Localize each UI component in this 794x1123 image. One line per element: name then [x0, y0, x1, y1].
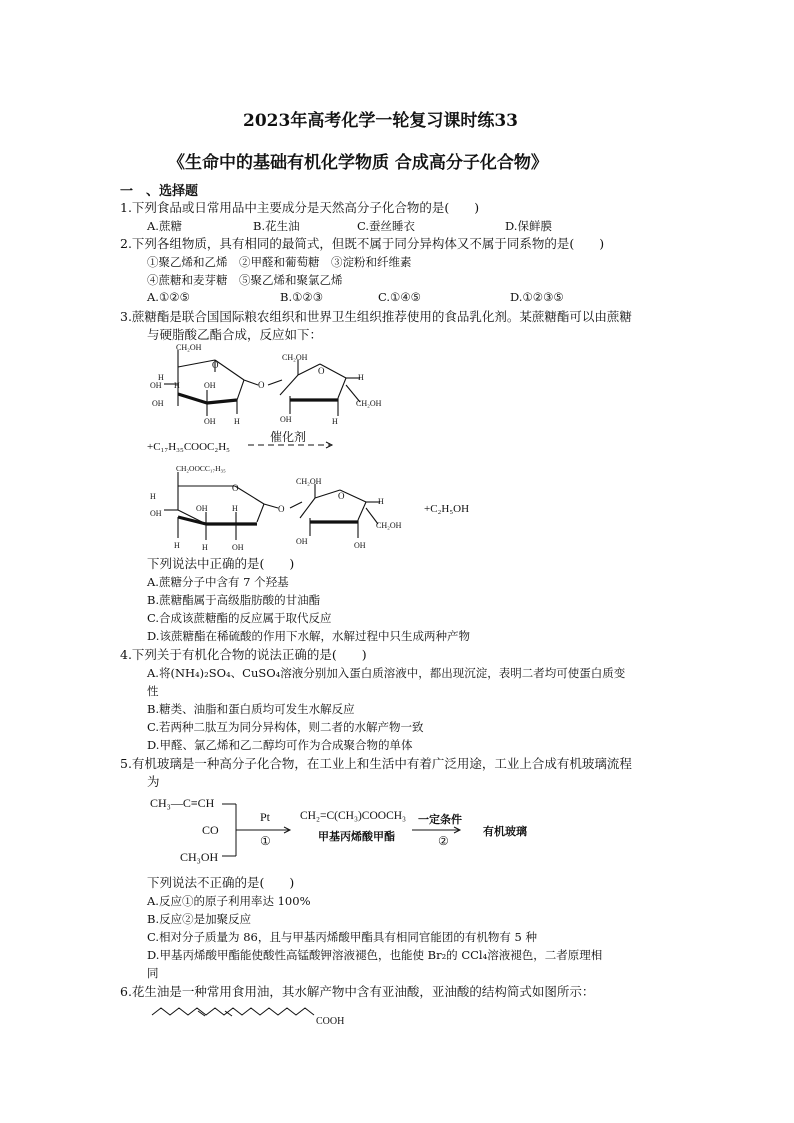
- ester-ring-o-label: O: [232, 483, 239, 493]
- ester-h-label: H: [150, 492, 156, 501]
- q2-line2: ④蔗糖和麦芽糖 ⑤聚乙烯和聚氯乙烯: [147, 273, 343, 287]
- q5-product: CH₂=C(CH₃)COOCH₃: [300, 810, 407, 822]
- ester-fructose-o: O: [338, 491, 345, 501]
- q5-option-d-line1: D.甲基丙烯酸甲酯能使酸性高锰酸钾溶液褪色，也能使 Br₂的 CCl₄溶液褪色，二者原理相: [147, 948, 603, 962]
- fructose-ring-o-label: O: [318, 366, 325, 376]
- q5-product-name: 甲基丙烯酸甲酯: [318, 830, 395, 843]
- sucrose-structure: [140, 340, 410, 438]
- glucose-ring-o-label: O: [212, 360, 219, 370]
- ester-fructose-ch2oh: CH₂OH: [376, 521, 402, 530]
- q5-final-product: 有机玻璃: [483, 825, 527, 838]
- ester-oh-label: OH: [232, 543, 244, 552]
- q4-option-d: D.甲醛、氯乙烯和乙二醇均可作为合成聚合物的单体: [147, 738, 413, 752]
- q5-stem-line2: 为: [147, 774, 160, 789]
- q5-stem-line1: 5.有机玻璃是一种高分子化合物，在工业上和生活中有着广泛用途，工业上合成有机玻璃流程: [120, 756, 632, 771]
- q3-dashed-arrow: [248, 439, 340, 451]
- glycosidic-o-label: O: [258, 380, 265, 390]
- q1-option-c: C.蚕丝睡衣: [357, 219, 416, 233]
- ester-fructose-h: H: [378, 497, 384, 506]
- q3-stem-line1: 3.蔗糖酯是联合国国际粮农组织和世界卫生组织推荐使用的食品乳化剂。某蔗糖酯可以由蔗糖: [120, 309, 632, 324]
- linoleic-acid-structure: [150, 1003, 320, 1023]
- q3-catalyst-label: 催化剂: [270, 430, 307, 444]
- fructose-ch2oh-label: CH₂OH: [356, 399, 382, 408]
- q2-stem: 2.下列各组物质，具有相同的最简式，但既不属于同分异构体又不属于同系物的是( ): [120, 236, 605, 251]
- page-subtitle: 《生命中的基础有机化学物质 合成高分子化合物》: [168, 153, 548, 173]
- ester-chain-label: CH₂OOCC₁₇H₃₅: [176, 464, 226, 473]
- ester-oh-label: OH: [196, 504, 208, 513]
- q3-option-c: C.合成该蔗糖酯的反应属于取代反应: [147, 611, 332, 625]
- q3-reagent: +C₁₇H₃₅COOC₂H₅: [147, 441, 230, 453]
- q3-stem-line2: 与硬脂酸乙酯合成，反应如下：: [147, 327, 323, 342]
- glucose-oh-label: OH: [204, 381, 216, 390]
- q2-line1: ①聚乙烯和乙烯 ②甲醛和葡萄糖 ③淀粉和纤维素: [147, 255, 412, 269]
- q3-option-d: D.该蔗糖酯在稀硫酸的作用下水解，水解过程中只生成两种产物: [147, 629, 470, 643]
- q1-option-d: D.保鲜膜: [505, 219, 552, 233]
- glucose-oh-label: OH: [152, 399, 164, 408]
- glucose-h-label: H: [158, 373, 164, 382]
- ester-fructose-oh: OH: [296, 537, 308, 546]
- ester-h-label: H: [202, 543, 208, 552]
- glucose-oh-label: OH: [150, 381, 162, 390]
- q5-reactant-co: CO: [202, 823, 219, 837]
- q5-step1: ①: [260, 834, 271, 848]
- q4-option-a-line1: A.将(NH₄)₂SO₄、CuSO₄溶液分别加入蛋白质溶液中，都出现沉淀，表明二者均可使蛋白质变: [147, 666, 626, 680]
- q4-option-b: B.糖类、油脂和蛋白质均可发生水解反应: [147, 702, 355, 716]
- q2-option-b: B.①②③: [280, 290, 324, 304]
- q4-stem: 4.下列关于有机化合物的说法正确的是( ): [120, 647, 367, 662]
- fructose-h-label: H: [358, 373, 364, 382]
- q2-option-d: D.①②③⑤: [510, 290, 564, 304]
- fructose-oh-label: OH: [280, 415, 292, 424]
- ester-h-label: H: [174, 541, 180, 550]
- q4-option-a-line2: 性: [147, 684, 159, 698]
- ester-glycosidic-o: O: [278, 504, 285, 514]
- q6-cooh-label: COOH: [316, 1016, 345, 1027]
- glucose-h-label: H: [234, 417, 240, 426]
- q1-stem: 1.下列食品或日常用品中主要成分是天然高分子化合物的是( ): [120, 200, 480, 215]
- fructose-h-label: H: [332, 417, 338, 426]
- q5-option-b: B.反应②是加聚反应: [147, 912, 252, 926]
- q6-stem: 6.花生油是一种常用食用油，其水解产物中含有亚油酸，亚油酸的结构简式如图所示：: [120, 984, 595, 999]
- glucose-h-label: H: [174, 381, 180, 390]
- q2-option-a: A.①②⑤: [147, 290, 190, 304]
- q3-option-a: A.蔗糖分子中含有 7 个羟基: [147, 575, 289, 589]
- q1-option-a: A.蔗糖: [147, 219, 182, 233]
- fructose-ch2oh-label: CH₂OH: [282, 353, 308, 362]
- glucose-ch2oh-label: CH₂OH: [176, 343, 202, 352]
- q5-reactant-methanol: CH₃OH: [180, 850, 219, 864]
- ester-oh-label: OH: [150, 509, 162, 518]
- q4-option-c: C.若两种二肽互为同分异构体，则二者的水解产物一致: [147, 720, 424, 734]
- section-heading: 一 、选择题: [120, 184, 199, 199]
- sucrose-ester-structure: [140, 462, 410, 556]
- q3-ask: 下列说法中正确的是( ): [147, 556, 295, 571]
- q5-option-a: A.反应①的原子利用率达 100%: [147, 894, 311, 908]
- q5-catalyst-pt: Pt: [260, 810, 271, 824]
- q5-condition: 一定条件: [418, 813, 462, 826]
- ester-fructose-ch2oh: CH₂OH: [296, 477, 322, 486]
- ester-h-label: H: [232, 504, 238, 513]
- q5-option-d-line2: 同: [147, 966, 159, 980]
- q2-option-c: C.①④⑤: [378, 290, 421, 304]
- q5-ask: 下列说法不正确的是( ): [147, 875, 295, 890]
- q5-step2: ②: [438, 834, 449, 848]
- q1-option-b: B.花生油: [253, 219, 300, 233]
- ester-fructose-oh: OH: [354, 541, 366, 550]
- q5-reactant-propyne: CH₃—C≡CH: [150, 796, 215, 810]
- q5-option-c: C.相对分子质量为 86，且与甲基丙烯酸甲酯具有相同官能团的有机物有 5 种: [147, 930, 537, 944]
- q3-side-product: +C₂H₅OH: [424, 503, 470, 515]
- page-title: 2023年高考化学一轮复习课时练33: [243, 111, 518, 131]
- glucose-oh-label: OH: [204, 417, 216, 426]
- q3-option-b: B.蔗糖酯属于高级脂肪酸的甘油酯: [147, 593, 321, 607]
